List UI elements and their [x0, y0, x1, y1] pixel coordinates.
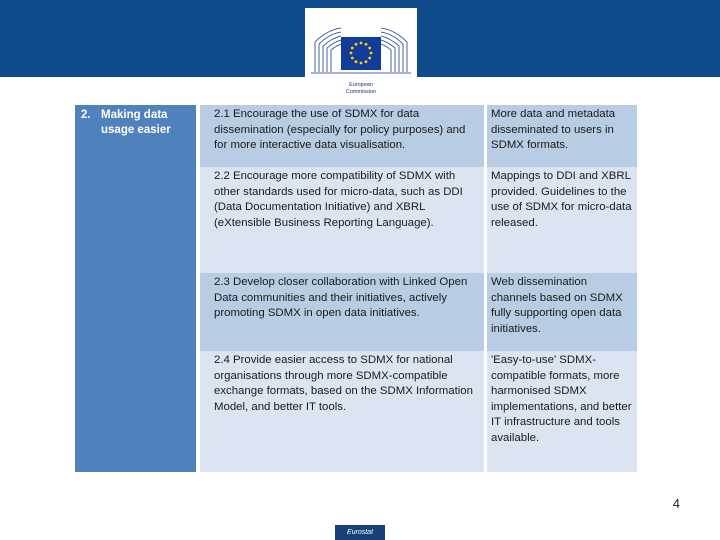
- section-column: [75, 105, 196, 472]
- outcome-cell: More data and metadata disseminated to users in SDMX formats.: [491, 108, 616, 151]
- outcome-cell: Web dissemination channels based on SDMX fully supporting open data initiatives.: [491, 276, 623, 335]
- section-title: [81, 108, 193, 138]
- table-row: [200, 167, 637, 273]
- outcome-cell: Mappings to DDI and XBRL provided. Guidelines to the use of SDMX for micro-data released.: [491, 170, 632, 229]
- eurostat-logo: Eurostat: [335, 525, 385, 540]
- table-row: [200, 351, 637, 472]
- european-commission-logo: [305, 8, 417, 103]
- table-row: [200, 105, 637, 167]
- section-number: 2.: [81, 109, 91, 121]
- logo-text-line2: Commission: [345, 88, 377, 95]
- logo-text: [305, 82, 417, 95]
- section-title-line1: Making data: [101, 109, 168, 121]
- commission-building-icon: [305, 8, 417, 82]
- table-row: [200, 273, 637, 351]
- action-cell: 2.1 Encourage the use of SDMX for data dissemination (especially for policy purposes) and for more interactive data visualisation.: [214, 108, 466, 151]
- action-cell: 2.4 Provide easier access to SDMX for national organisations through more SDMX-compatible exchange formats, based on the SDMX Information Model, and better IT tools.: [214, 354, 473, 413]
- outcome-cell: 'Easy-to-use' SDMX-compatible formats, more harmonised SDMX implementations, and better IT infrastructure and tools available.: [491, 354, 632, 444]
- action-cell: 2.2 Encourage more compatibility of SDMX with other standards used for micro-data, such as DDI (Data Documentation Initiative) and XBRL (eXtensible Business Reporting Language).: [214, 170, 463, 229]
- page-number: 4: [672, 496, 680, 511]
- logo-text-line1: European: [349, 82, 373, 88]
- action-cell: 2.3 Develop closer collaboration with Linked Open Data communities and their initiatives, actively promoting SDMX in open data initiatives.: [214, 276, 468, 319]
- section-title-line2: usage easier: [101, 124, 171, 136]
